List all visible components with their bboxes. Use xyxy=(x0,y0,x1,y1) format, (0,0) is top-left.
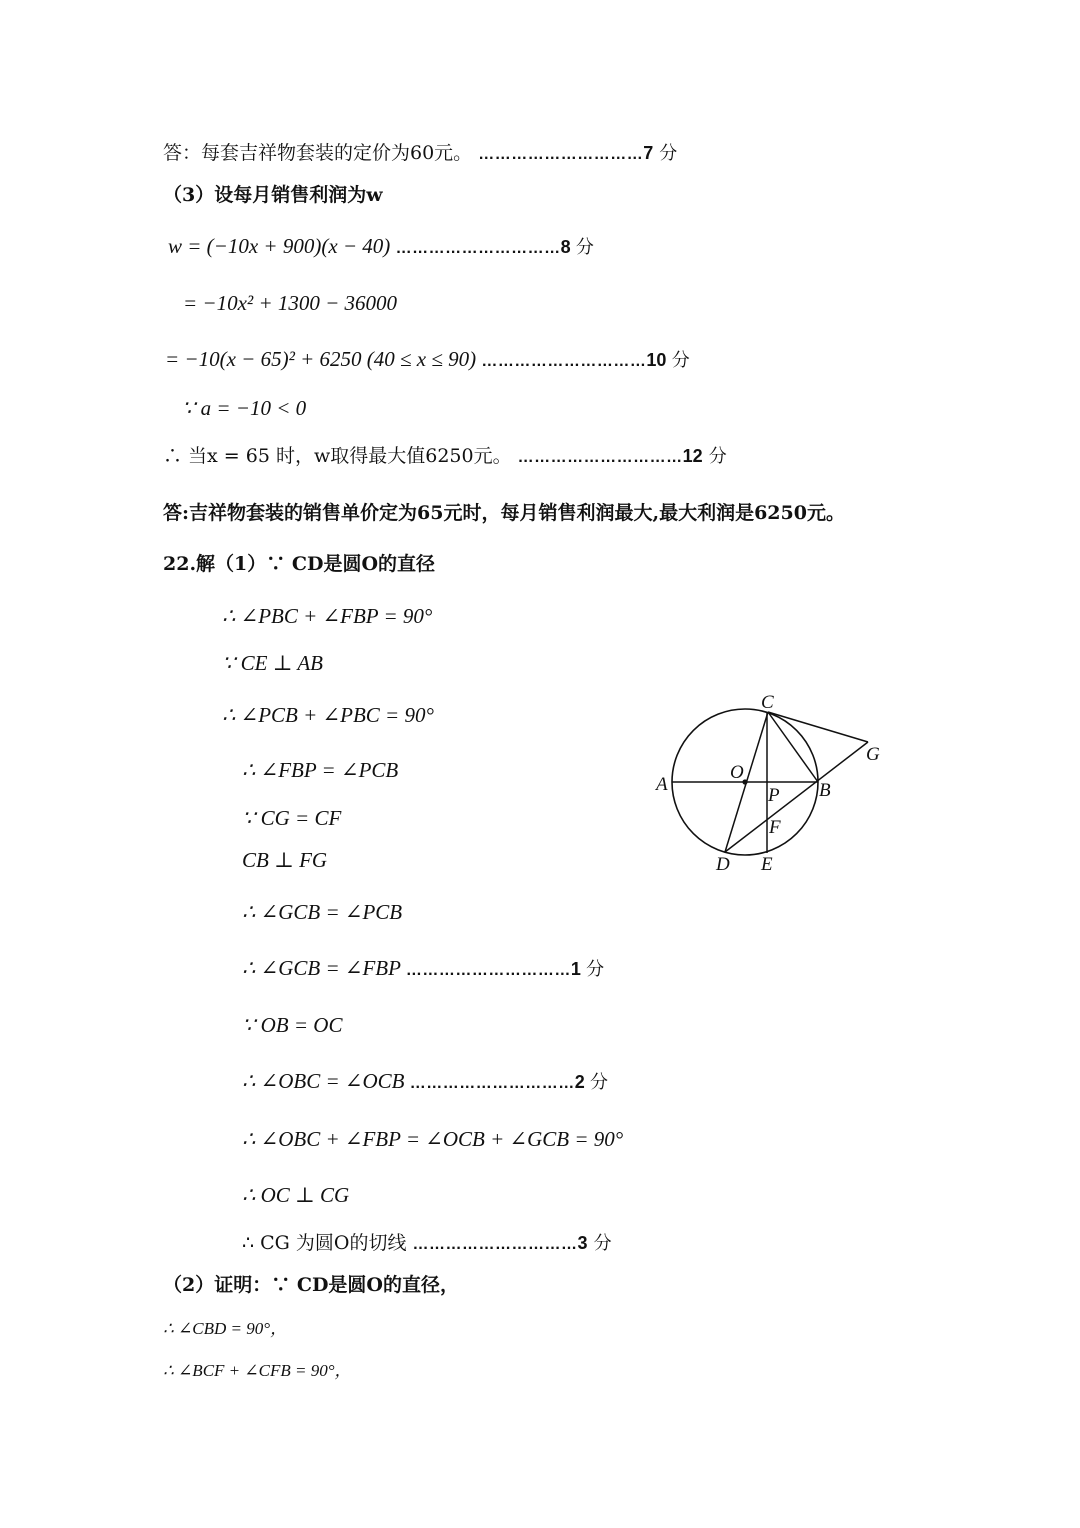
part-2-heading xyxy=(163,1272,459,1298)
score-dots: ………………………… xyxy=(412,1236,578,1253)
equation-vertex-form xyxy=(165,346,690,375)
line-text: 22.解（1）∵ CD是圆O的直径 xyxy=(163,553,436,575)
line-text: ∵ a = −10 < 0 xyxy=(182,396,307,420)
answer-line-price xyxy=(163,140,677,168)
conclusion-max xyxy=(163,443,727,471)
line-text: w = (−10x + 900)(x − 40) xyxy=(168,234,391,258)
equation-expand xyxy=(183,290,397,316)
label-c: C xyxy=(761,692,774,713)
segment-cg xyxy=(768,712,868,742)
line-text: ∵ CG = CF xyxy=(242,806,342,830)
proof-step-4 xyxy=(242,757,398,783)
proof-step-6 xyxy=(242,847,327,873)
proof-step-5 xyxy=(242,805,341,831)
label-b: B xyxy=(819,780,831,801)
score-dots: ………………………… xyxy=(405,962,571,979)
proof-step-13 xyxy=(242,1230,612,1258)
label-o: O xyxy=(730,762,744,783)
line-text: ∴ ∠OBC = ∠OCB xyxy=(242,1069,405,1093)
score-value: 1 xyxy=(570,959,581,979)
score-dots: ………………………… xyxy=(478,146,644,163)
line-text: 答：每套吉祥物套装的定价为60元。 xyxy=(163,142,473,164)
label-f: F xyxy=(769,817,781,838)
proof-step-1 xyxy=(222,603,432,629)
score-dots: ………………………… xyxy=(517,449,683,466)
part-2-step-1 xyxy=(163,1316,287,1342)
line-text: 答:吉祥物套装的销售单价定为65元时，每月销售利润最大,最大利润是6250元。 xyxy=(163,502,845,524)
line-text: ∴ ∠BCF + ∠CFB = 90°， xyxy=(163,1361,352,1380)
score-unit: 分 xyxy=(575,237,594,258)
part-2-step-2 xyxy=(163,1358,352,1384)
line-text: （2）证明：∵ CD是圆O的直径， xyxy=(163,1274,459,1296)
equation-profit xyxy=(168,233,594,262)
problem-22-heading xyxy=(163,551,435,577)
answer-line-max-profit xyxy=(163,500,845,526)
score-unit: 分 xyxy=(590,1072,608,1093)
score-value: 7 xyxy=(643,143,654,163)
proof-step-10 xyxy=(242,1068,608,1097)
line-text: = −10x² + 1300 − 36000 xyxy=(183,291,398,315)
label-e: E xyxy=(761,854,773,875)
proof-step-12 xyxy=(242,1182,349,1208)
line-text: ∴ ∠CBD = 90°， xyxy=(163,1319,288,1338)
segment-gd xyxy=(725,742,868,852)
proof-step-7 xyxy=(242,899,402,925)
score-value: 8 xyxy=(560,237,571,257)
score-value: 10 xyxy=(646,350,667,370)
score-dots: ………………………… xyxy=(409,1075,575,1092)
score-unit: 分 xyxy=(593,1233,612,1254)
score-unit: 分 xyxy=(586,959,605,980)
line-text: （3）设每月销售利润为w xyxy=(163,184,383,206)
score-dots: ………………………… xyxy=(395,240,561,257)
line-text: ∴ ∠OBC + ∠FBP = ∠OCB + ∠GCB = 90° xyxy=(242,1127,624,1151)
line-text: ∵ CE ⊥ AB xyxy=(222,651,323,675)
score-dots: ………………………… xyxy=(481,353,647,370)
segment-cb xyxy=(768,712,818,782)
part-3-heading xyxy=(163,182,383,208)
label-g: G xyxy=(866,744,880,765)
proof-step-2 xyxy=(222,650,323,676)
score-value: 3 xyxy=(577,1233,588,1253)
line-text: ∴ ∠PCB + ∠PBC = 90° xyxy=(222,703,434,727)
line-text: ∴ ∠FBP = ∠PCB xyxy=(242,758,399,782)
line-text: ∵ OB = OC xyxy=(242,1013,343,1037)
line-text: ∴ ∠GCB = ∠FBP xyxy=(242,956,401,980)
score-value: 12 xyxy=(682,446,703,466)
label-d: D xyxy=(716,854,730,875)
label-a: A xyxy=(656,774,668,795)
line-text: ∴ CG 为圆O的切线 xyxy=(242,1232,407,1254)
label-p: P xyxy=(768,785,780,806)
line-text: ∴ ∠PBC + ∠FBP = 90° xyxy=(222,604,433,628)
score-unit: 分 xyxy=(708,446,727,467)
line-text: CB ⊥ FG xyxy=(242,848,328,872)
line-text: = −10(x − 65)² + 6250 (40 ≤ x ≤ 90) xyxy=(165,347,477,371)
score-unit: 分 xyxy=(659,143,678,164)
line-text: ∴ ∠GCB = ∠PCB xyxy=(242,900,403,924)
circle-geometry-diagram xyxy=(650,690,890,880)
proof-step-8 xyxy=(242,955,604,984)
line-text: ∴ OC ⊥ CG xyxy=(242,1183,350,1207)
equation-coefficient xyxy=(182,395,306,421)
score-unit: 分 xyxy=(671,350,690,371)
line-text: ∴ 当x = 65 时，w取得最大值6250元。 xyxy=(163,445,512,467)
proof-step-9 xyxy=(242,1012,342,1038)
proof-step-11 xyxy=(242,1126,623,1152)
score-value: 2 xyxy=(574,1072,585,1092)
proof-step-3 xyxy=(222,702,434,728)
